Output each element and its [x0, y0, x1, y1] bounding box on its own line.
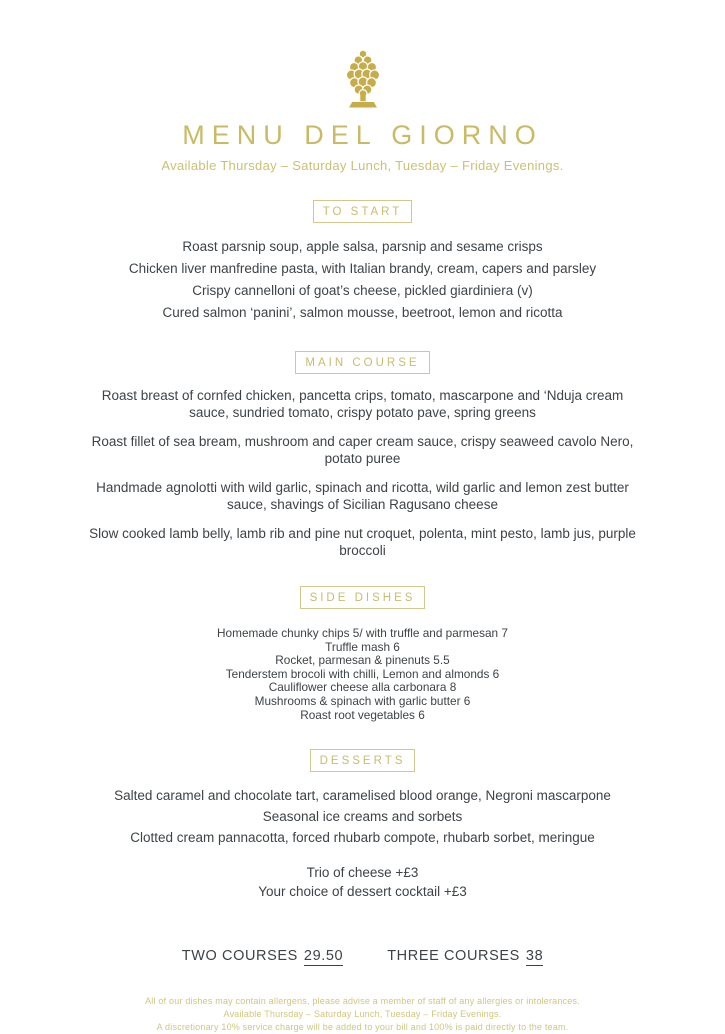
- supplements-list: [0, 863, 725, 901]
- menu-item: Handmade agnolotti with wild garlic, spinach and ricotta, wild garlic and lemon zest butter sauce, shavings of Sicilian Ragusano cheese: [96, 480, 629, 512]
- menu-item: Salted caramel and chocolate tart, caramelised blood orange, Negroni mascarpone: [114, 788, 611, 804]
- menu-item: Cured salmon ‘panini’, salmon mousse, beetroot, lemon and ricotta: [162, 305, 563, 320]
- menu-item: Truffle mash 6: [325, 639, 400, 654]
- section-main-course: [0, 324, 725, 559]
- menu-item: Chicken liver manfredine pasta, with Italian brandy, cream, capers and parsley: [128, 261, 597, 276]
- two-courses-price: 29.50: [303, 948, 344, 965]
- footer-line: Available Thursday – Saturday Lunch, Tuesday – Friday Evenings.: [223, 1009, 502, 1020]
- menu-item: Seasonal ice creams and sorbets: [262, 809, 463, 825]
- availability-subtitle: Available Thursday – Saturday Lunch, Tuesday – Friday Evenings.: [161, 158, 564, 173]
- menu-item: Crispy cannelloni of goat’s cheese, pickled giardiniera (v): [192, 283, 533, 298]
- section-heading-desserts: DESSERTS: [310, 749, 416, 772]
- section-heading-side-dishes: SIDE DISHES: [300, 586, 426, 609]
- menu-item: Roast fillet of sea bream, mushroom and caper cream sauce, crispy seaweed cavolo Nero, potato puree: [91, 434, 634, 466]
- supplement-item: Trio of cheese +£3: [306, 865, 419, 881]
- two-courses-option: [182, 948, 343, 966]
- artichoke-logo-icon: [0, 46, 725, 110]
- mains-list: [83, 387, 643, 559]
- section-heading-to-start: TO START: [313, 200, 413, 223]
- menu-item: Homemade chunky chips 5/ with truffle and parmesan 7: [217, 626, 508, 640]
- three-courses-price: 38: [525, 948, 544, 965]
- menu-item: Mushrooms & spinach with garlic butter 6: [254, 693, 471, 708]
- supplement-item: Your choice of dessert cocktail +£3: [258, 884, 467, 900]
- menu-item: Tenderstem brocoli with chilli, Lemon and almonds 6: [225, 666, 500, 681]
- three-courses-label: THREE COURSES: [387, 948, 520, 965]
- section-desserts: [0, 722, 725, 846]
- section-to-start: [0, 173, 725, 324]
- section-side-dishes: [0, 559, 725, 722]
- two-courses-label: TWO COURSES: [181, 948, 298, 965]
- menu-item: Clotted cream pannacotta, forced rhubarb compote, rhubarb sorbet, meringue: [130, 830, 595, 846]
- pricing-row: [0, 948, 725, 966]
- footer-line: A discretionary 10% service charge will be added to your bill and 100% is paid directly to the team.: [156, 1022, 569, 1033]
- starters-list: [90, 236, 635, 324]
- three-courses-option: [387, 948, 543, 966]
- menu-item: Roast parsnip soup, apple salsa, parsnip and sesame crisps: [182, 239, 543, 254]
- menu-item: Slow cooked lamb belly, lamb rib and pine nut croquet, polenta, mint pesto, lamb jus, purple broccoli: [89, 526, 636, 558]
- allergen-footer: [0, 995, 725, 1034]
- sides-list: [123, 627, 603, 722]
- desserts-list: [90, 787, 635, 846]
- menu-item: Cauliflower cheese alla carbonara 8: [268, 680, 457, 695]
- menu-item: Roast root vegetables 6: [300, 707, 425, 722]
- section-heading-main-course: MAIN COURSE: [295, 351, 429, 374]
- menu-item: Rocket, parmesan & pinenuts 5.5: [275, 653, 450, 668]
- menu-item: Roast breast of cornfed chicken, pancetta crips, tomato, mascarpone and ‘Nduja cream sauce, sundried tomato, crispy potato pave, spring greens: [101, 388, 624, 420]
- page-title: MENU DEL GIORNO: [182, 120, 543, 150]
- footer-line: All of our dishes may contain allergens, please advise a member of staff of any allergies or intolerances.: [145, 996, 580, 1007]
